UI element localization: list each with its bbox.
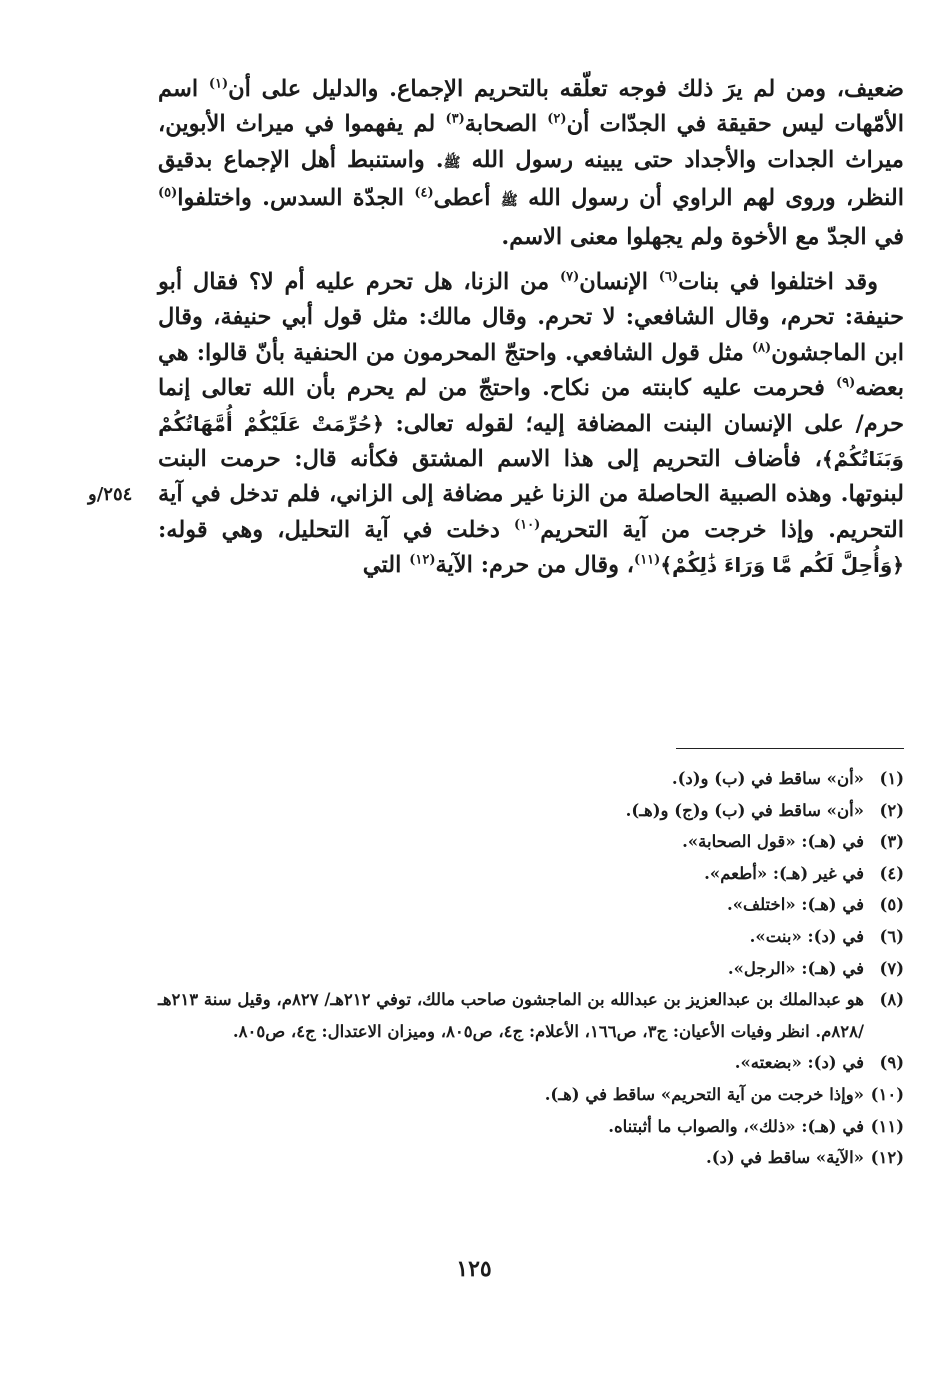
footnotes	[158, 763, 904, 1174]
footnote-ref-9: (٩)	[836, 375, 856, 391]
footnote-number: (١٠)	[870, 1084, 904, 1104]
footnote-ref-11: (١١)	[634, 552, 661, 568]
footnote-number: (٣)	[879, 832, 904, 852]
text-run: الإنسان	[579, 269, 659, 296]
honorific-symbol: ﷺ	[500, 193, 518, 210]
footnote	[158, 984, 904, 1047]
quran-verse: ﴿حُرِّمَتْ عَلَيْكُمْ أُمَّهَاتُكُمْ وَبَنَاتُكُمْ﴾	[158, 411, 904, 472]
footnote-ref-10: (١٠)	[513, 517, 541, 533]
footnote-text: في (د): «بضعته».	[734, 1053, 864, 1073]
main-text	[158, 72, 904, 584]
text-run: ضعيف، ومن لم يرَ ذلك فوجه تعلّقه بالتحريم الإجماع. والدليل على أن	[228, 76, 905, 102]
text-run: وقد اختلفوا في بنات	[678, 269, 879, 296]
footnote	[158, 889, 904, 921]
text-run: الصحابة	[464, 111, 548, 138]
text-run: مثل قول الشافعي. واحتجّ المحرمون من الحنفية بأنّ قالوا: هي بعضه	[158, 339, 904, 402]
footnote-number: (٦)	[879, 926, 904, 946]
honorific-symbol: ﷺ	[443, 154, 461, 171]
footnote-text: «أن» ساقط في (ب) و(د).	[671, 769, 864, 788]
text-run: التي	[362, 552, 410, 579]
page-number: ١٢٥	[456, 1256, 492, 1282]
footnote	[158, 858, 904, 890]
footnote-text: في غير (هـ): «أطعم».	[704, 863, 864, 883]
footnote	[158, 1079, 904, 1111]
text-run: اسم الأمّهات ليس حقيقة في الجدّات أن	[158, 76, 905, 138]
quran-verse: ﴿وَأُحِلَّ لَكُم مَّا وَرَاءَ ذَٰلِكُمْ﴾	[660, 553, 904, 578]
footnote-ref-12: (١٢)	[409, 552, 436, 568]
footnote	[158, 1047, 904, 1079]
text-run: دخلت في آية التحليل، وهي قوله:	[158, 516, 514, 543]
footnote-text: في (هـ): «ذلك»، والصواب ما أثبتناه.	[608, 1116, 864, 1136]
footnote-ref-3: (٣)	[445, 111, 465, 127]
footnote	[158, 953, 904, 985]
footnote	[158, 763, 904, 795]
footnote-text: في (د): «بنت».	[749, 926, 864, 946]
footnote	[158, 826, 904, 858]
footnote-ref-7: (٧)	[559, 269, 580, 285]
text-run: أعطى	[433, 185, 501, 212]
text-run: . واستنبط أهل الإجماع بدقيق النظر، وروى لهم الراوي أن رسول الله	[158, 146, 904, 212]
footnote-number: (٨)	[879, 990, 904, 1010]
footnote-number: (١)	[879, 769, 904, 788]
footnote-text: هو عبدالملك بن عبدالعزيز بن عبدالله بن الماجشون صاحب مالك، توفي ٢١٢هـ/ ٨٢٧م، وقيل سنة ٢١٣هـ /٨٢٨م. انظر وفيات الأعيان: ج٣، ص١٦٦، الأعلام: ج٤، ص٨٠٥، وميزان الاعتدال: ج٤، ص٨٠٥.	[158, 990, 864, 1041]
paragraph-1	[158, 72, 904, 255]
footnote-ref-6: (٦)	[658, 269, 679, 285]
footnote	[158, 1111, 904, 1143]
footnote-number: (٧)	[879, 958, 904, 978]
text-run: لم يفهموا في ميراث الأبوين، ميراث الجدات والأجداد حتى يبينه رسول الله	[158, 111, 904, 173]
paragraph-2	[158, 265, 904, 584]
footnote	[158, 1142, 904, 1174]
footnote-text: «أن» ساقط في (ب) و(ج) و(هـ).	[625, 800, 864, 820]
text-run: من الزنا، هل تحرم عليه أم لا؟ فقال أبو حنيفة: تحرم، وقال الشافعي: لا تحرم. وقال مالك: مثل قول أبي حنيفة، وقال ابن الماجشون	[158, 269, 904, 366]
text-run: ، فأضاف التحريم إلى هذا الاسم المشتق فكأنه قال: حرمت البنت لبنوتها. وهذه الصبية الحاصلة من الزنا غير مضافة إلى الزاني، فلم تدخل في آية التحريم. وإذا خرجت من آية التحريم	[158, 446, 904, 543]
footnote-ref-5: (٥)	[158, 185, 178, 201]
footnote-number: (٥)	[879, 895, 904, 915]
footnote-text: «الآية» ساقط في (د).	[705, 1148, 864, 1168]
footnote-number: (٢)	[879, 800, 904, 820]
text-run: الجدّة السدس. واختلفوا	[177, 185, 415, 212]
text-run: في الجدّ مع الأخوة ولم يجهلوا معنى الاسم.	[501, 223, 904, 250]
footnote-number: (٤)	[879, 863, 904, 883]
footnote	[158, 921, 904, 953]
footnote-ref-4: (٤)	[414, 185, 434, 201]
footnote-text: «وإذا خرجت من آية التحريم» ساقط في (هـ).	[544, 1084, 864, 1104]
footnote-number: (١٢)	[870, 1148, 904, 1168]
footnote	[158, 795, 904, 827]
text-run: ، وقال من حرم: الآية	[435, 552, 635, 579]
footnote-separator	[676, 748, 904, 749]
footnote-ref-2: (٢)	[547, 111, 567, 127]
footnote-ref-8: (٨)	[751, 340, 772, 356]
footnote-number: (١١)	[870, 1116, 904, 1136]
manuscript-folio-marker: ٢٥٤/و	[88, 484, 133, 505]
footnote-number: (٩)	[879, 1053, 904, 1073]
text-run: فحرمت عليه كابنته من نكاح. واحتجّ من لم يحرم بأن الله تعالى إنما حرم/ على الإنسان البنت المضافة إليه؛ لقوله تعالى:	[158, 375, 904, 437]
footnote-text: في (هـ): «قول الصحابة».	[682, 832, 864, 852]
footnote-text: في (هـ): «اختلف».	[726, 895, 864, 915]
footnote-ref-1: (١)	[208, 76, 229, 92]
footnote-text: في (هـ): «الرجل».	[727, 958, 864, 978]
